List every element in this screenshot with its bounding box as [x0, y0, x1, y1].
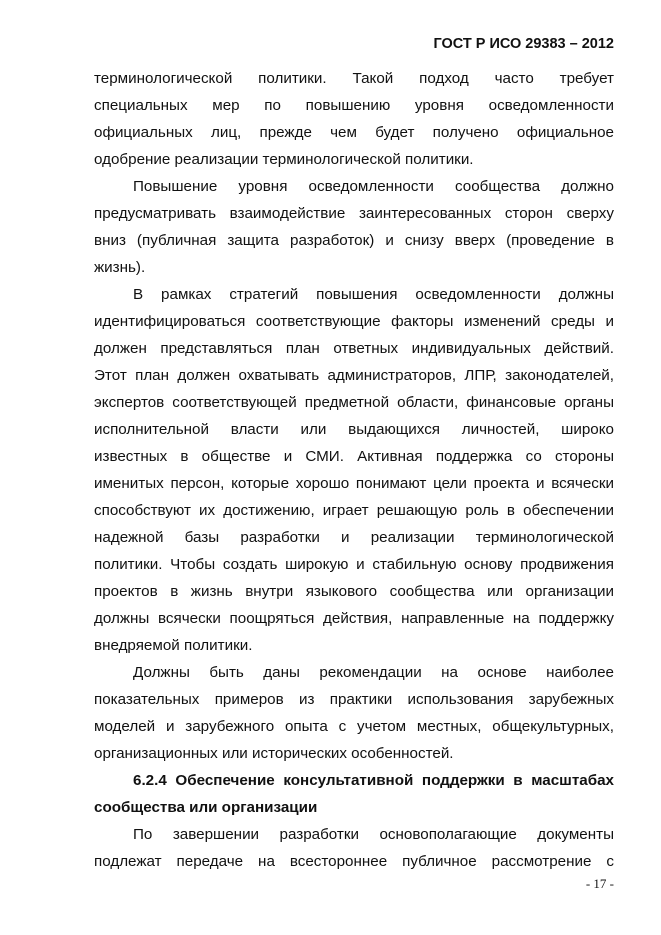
paragraph [94, 821, 614, 875]
text-line: жизнь). [94, 259, 146, 276]
text-line: одобрение реализации терминологической политики. [94, 151, 474, 168]
text-line: подлежат передаче на всестороннее публичное рассмотрение с [94, 853, 614, 870]
text-line: предусматривать взаимодействие заинтересованных сторон сверху [94, 205, 614, 222]
text-line: показательных примеров из практики использования зарубежных [94, 691, 614, 708]
text-line: должен представляться план ответных индивидуальных действий. [94, 340, 614, 357]
text-line: В рамках стратегий повышения осведомленности должны [133, 286, 614, 303]
text-line: именитых персон, которые хорошо понимают цели проекта и всячески [94, 475, 614, 492]
text-line: Должны быть даны рекомендации на основе наиболее [133, 664, 614, 681]
text-line: экспертов соответствующей предметной области, финансовые органы [94, 394, 614, 411]
text-line: специальных мер по повышению уровня осведомленности [94, 97, 614, 114]
text-line: официальных лиц, прежде чем будет получено официальное [94, 124, 614, 141]
text-line: терминологической политики. Такой подход часто требует [94, 70, 614, 87]
text-line: политики. Чтобы создать широкую и стабильную основу продвижения [94, 556, 614, 573]
document-header: ГОСТ Р ИСО 29383 – 2012 [433, 36, 614, 52]
text-line: Этот план должен охватывать администраторов, ЛПР, законодателей, [94, 367, 614, 384]
text-line: должны всячески поощряться действия, направленные на поддержку [94, 610, 614, 627]
text-line: надежной базы разработки и реализации терминологической [94, 529, 614, 546]
text-line: вниз (публичная защита разработок) и снизу вверх (проведение в [94, 232, 614, 249]
section-heading [94, 767, 614, 821]
text-line: По завершении разработки основополагающие документы [133, 826, 614, 843]
document-body [94, 65, 614, 875]
paragraph [94, 173, 614, 281]
page-number: - 17 - [585, 876, 614, 891]
paragraph [94, 659, 614, 767]
text-line: идентифицироваться соответствующие факторы изменений среды и [94, 313, 614, 330]
text-line: исполнительной власти или выдающихся личностей, широко [94, 421, 614, 438]
text-line: моделей и зарубежного опыта с учетом местных, общекультурных, [94, 718, 614, 735]
text-line: способствуют их достижению, играет решающую роль в обеспечении [94, 502, 614, 519]
text-line: внедряемой политики. [94, 637, 253, 654]
paragraph [94, 65, 614, 173]
text-line: известных в обществе и СМИ. Активная поддержка со стороны [94, 448, 614, 465]
paragraph [94, 281, 614, 659]
text-line: организационных или исторических особенностей. [94, 745, 454, 762]
text-line: Повышение уровня осведомленности сообщества должно [133, 178, 614, 195]
text-line: сообщества или организации [94, 799, 318, 816]
text-line: 6.2.4 Обеспечение консультативной поддержки в масштабах [133, 772, 614, 789]
text-line: проектов в жизнь внутри языкового сообщества или организации [94, 583, 614, 600]
